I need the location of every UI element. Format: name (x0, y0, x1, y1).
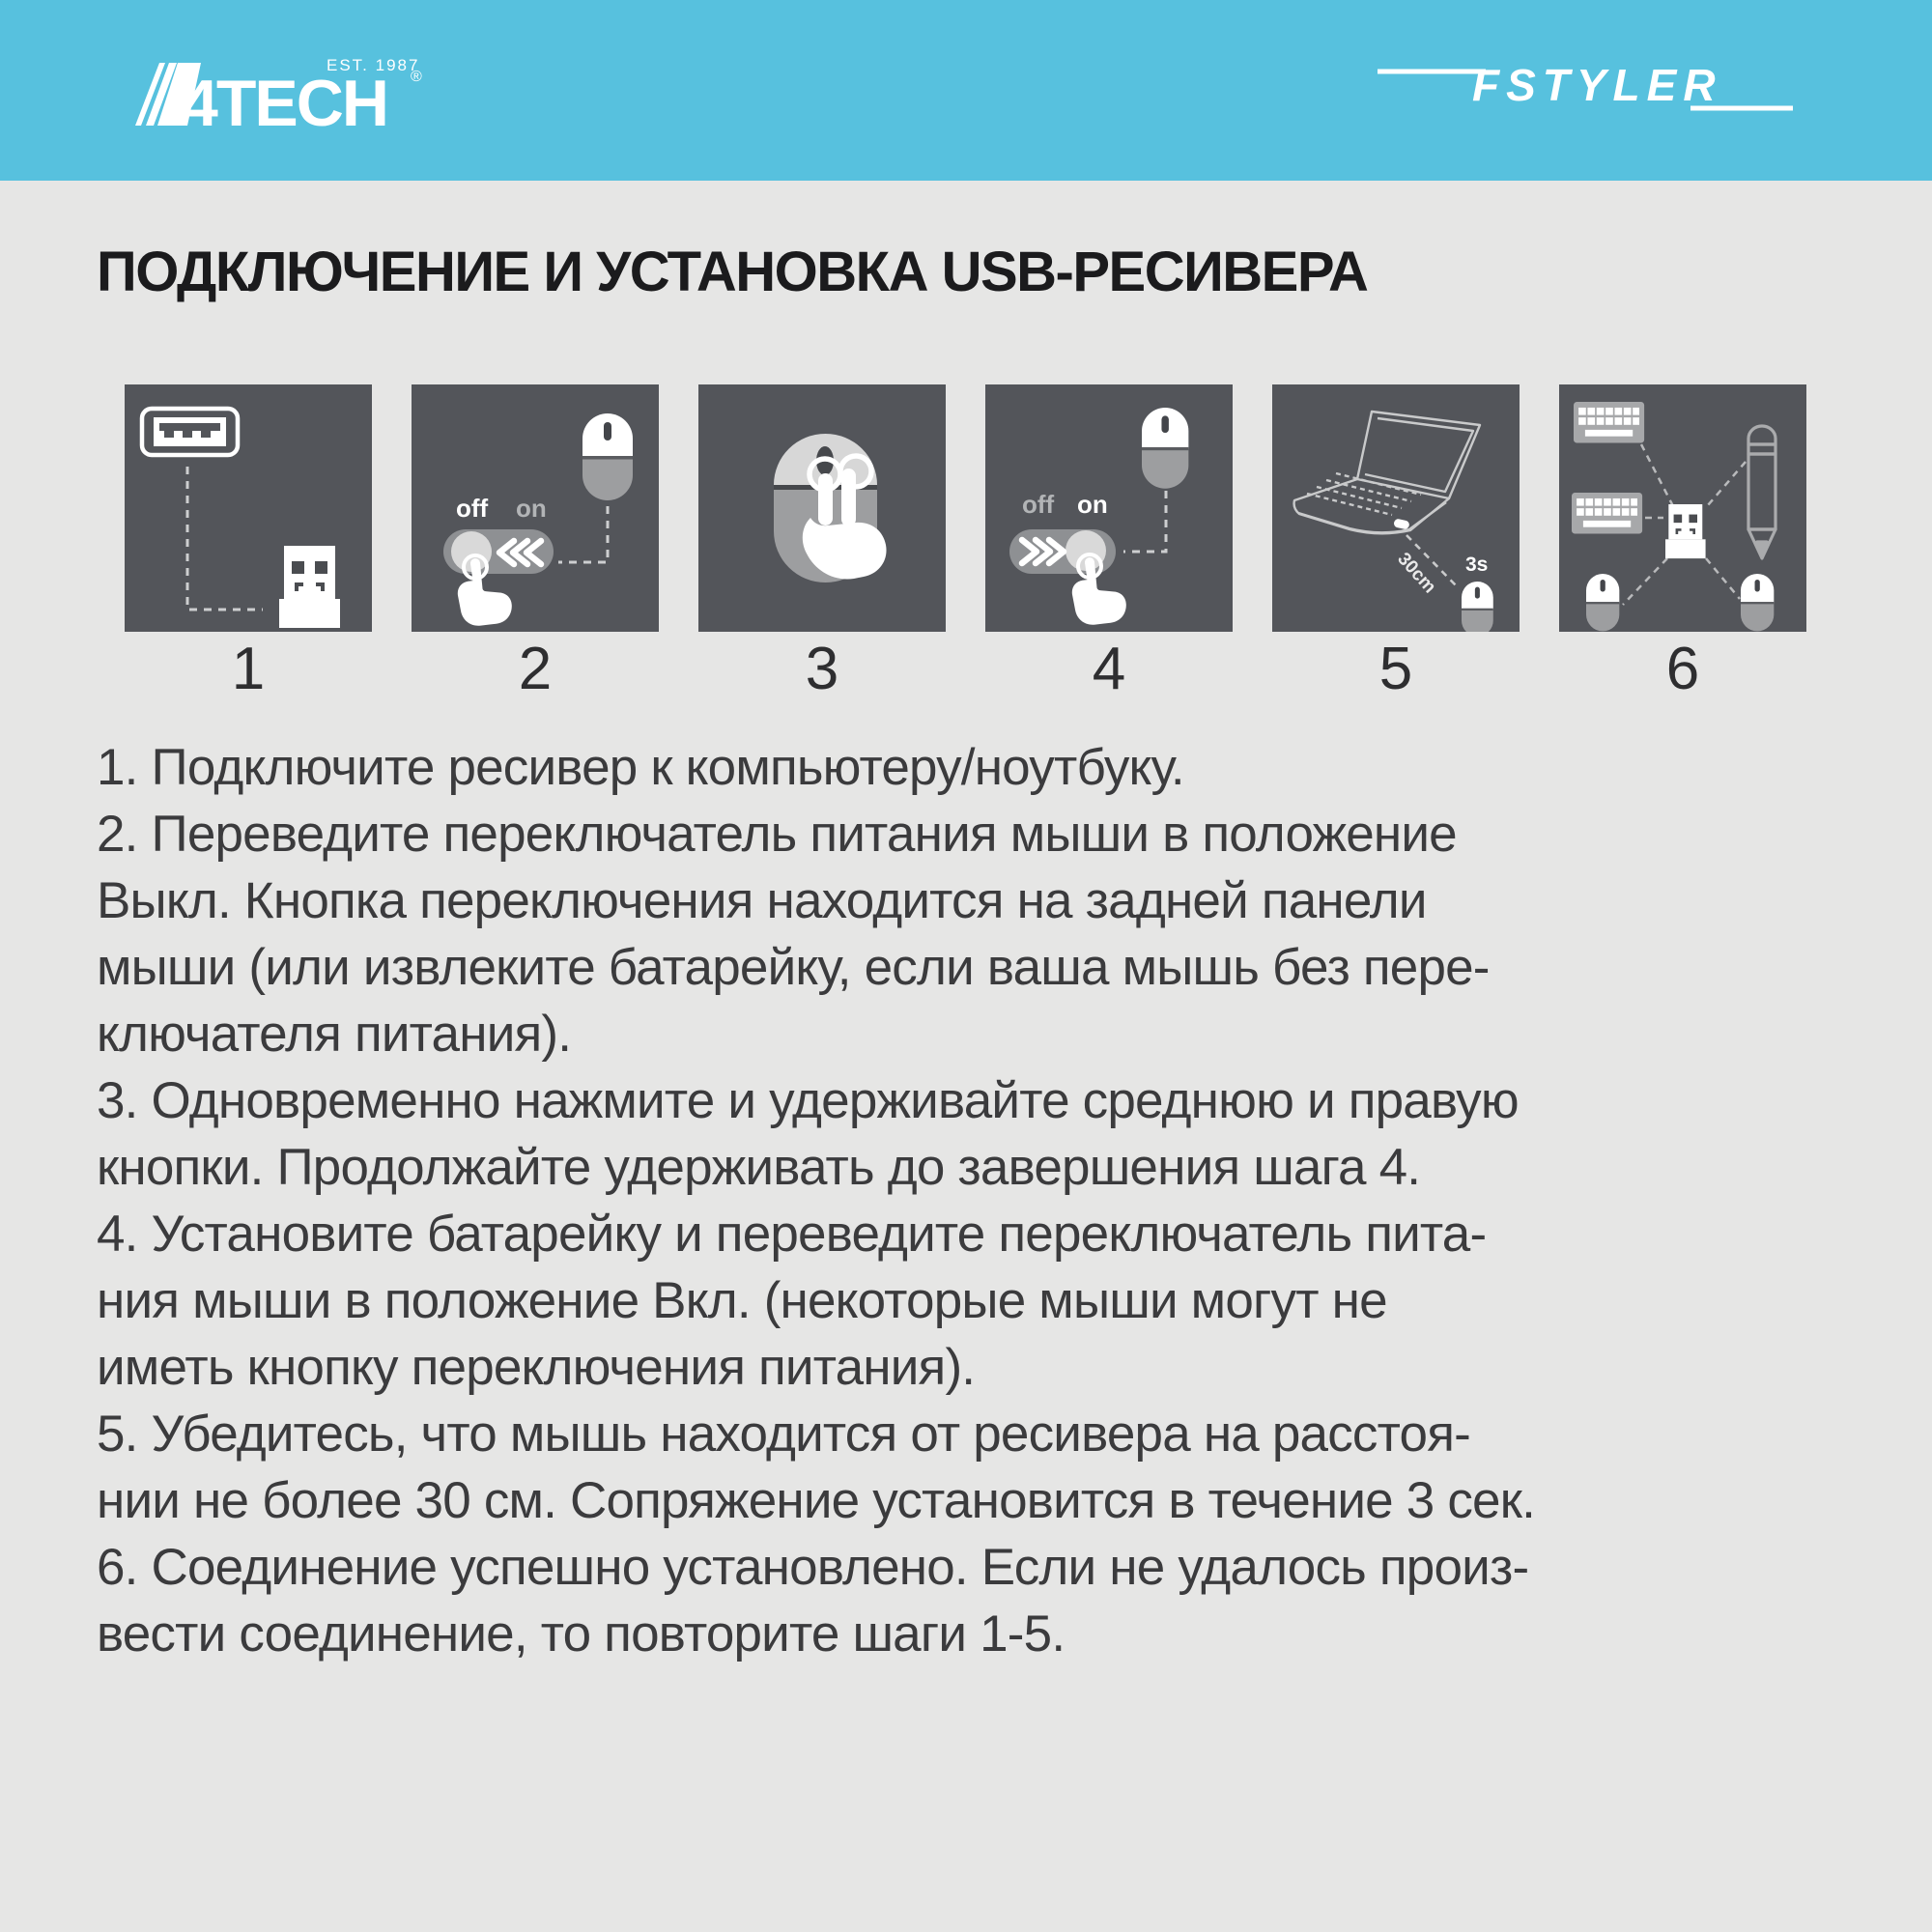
step-5-number: 5 (1378, 636, 1413, 702)
on-label: on (1077, 490, 1108, 519)
off-label: off (456, 494, 489, 523)
step-6-illustration (1559, 384, 1806, 632)
step-1-number: 1 (231, 636, 266, 702)
usb-receiver-icon (279, 546, 340, 628)
step-2-number: 2 (518, 636, 553, 702)
instruction-line: кнопки. Продолжайте удерживать до завершения шага 4. (97, 1139, 1421, 1196)
off-label: off (1022, 490, 1055, 519)
mouse-icon (582, 413, 633, 500)
step-5-illustration (1272, 384, 1520, 632)
series-name-text: FSTYLER (1472, 60, 1722, 110)
distance-label: 30cm (1393, 549, 1440, 598)
usb-receiver-icon (1665, 504, 1706, 558)
on-label: on (516, 494, 547, 523)
step-1-figure (125, 384, 372, 702)
step-4-figure (985, 384, 1233, 702)
step-figures-row (125, 384, 1806, 702)
instruction-line: 2. Переведите переключатель питания мыши в положение (97, 806, 1457, 863)
instruction-line: мыши (или извлеките батарейку, если ваша мышь без пере- (97, 939, 1490, 996)
keyboard-icon (1572, 493, 1642, 534)
step-3-figure (698, 384, 946, 702)
mouse-icon (1741, 574, 1774, 631)
step-4-illustration (985, 384, 1233, 632)
instruction-line: ключателя питания). (97, 1006, 572, 1063)
a4tech-logo (92, 17, 459, 143)
power-switch-icon (443, 529, 554, 574)
instruction-line: 1. Подключите ресивер к компьютеру/ноутбуку. (97, 739, 1184, 796)
instruction-line: 6. Соединение успешно установлено. Если не удалось произ- (97, 1539, 1529, 1596)
time-label: 3s (1465, 554, 1489, 576)
header-bar (0, 0, 1932, 181)
step-2-illustration (412, 384, 659, 632)
step-5-figure (1272, 384, 1520, 702)
step-6-figure (1559, 384, 1806, 702)
mouse-icon (1142, 408, 1188, 489)
step-4-number: 4 (1092, 636, 1126, 702)
step-6-number: 6 (1665, 636, 1700, 702)
instruction-line: 3. Одновременно нажмите и удерживайте среднюю и правую (97, 1072, 1519, 1129)
step-1-illustration (125, 384, 372, 632)
keyboard-icon (1574, 402, 1644, 443)
instruction-line: нии не более 30 см. Сопряжение установится в течение 3 сек. (97, 1472, 1536, 1529)
step-3-number: 3 (805, 636, 839, 702)
instruction-line: вести соединение, то повторите шаги 1-5. (97, 1605, 1065, 1662)
instruction-line: Выкл. Кнопка переключения находится на задней панели (97, 872, 1427, 929)
mouse-icon (1586, 574, 1619, 631)
instruction-line: 5. Убедитесь, что мышь находится от ресивера на расстоя- (97, 1406, 1470, 1463)
page-title: ПОДКЛЮЧЕНИЕ И УСТАНОВКА USB-РЕСИВЕРА (97, 241, 1368, 303)
instruction-line: иметь кнопку переключения питания). (97, 1339, 976, 1396)
instruction-line: ния мыши в положение Вкл. (некоторые мыши могут не (97, 1272, 1387, 1329)
fstyler-logo (1372, 50, 1797, 118)
brand-reg-mark: ® (411, 69, 422, 85)
step-3-illustration (698, 384, 946, 632)
step-2-figure (412, 384, 659, 702)
brand-est-text: EST. 1987 (327, 56, 420, 74)
brand-name-text: 4TECH (182, 67, 387, 140)
instruction-line: 4. Установите батарейку и переведите переключатель пита- (97, 1206, 1487, 1263)
mouse-icon (1462, 582, 1493, 632)
instructions-block (97, 734, 1535, 1667)
